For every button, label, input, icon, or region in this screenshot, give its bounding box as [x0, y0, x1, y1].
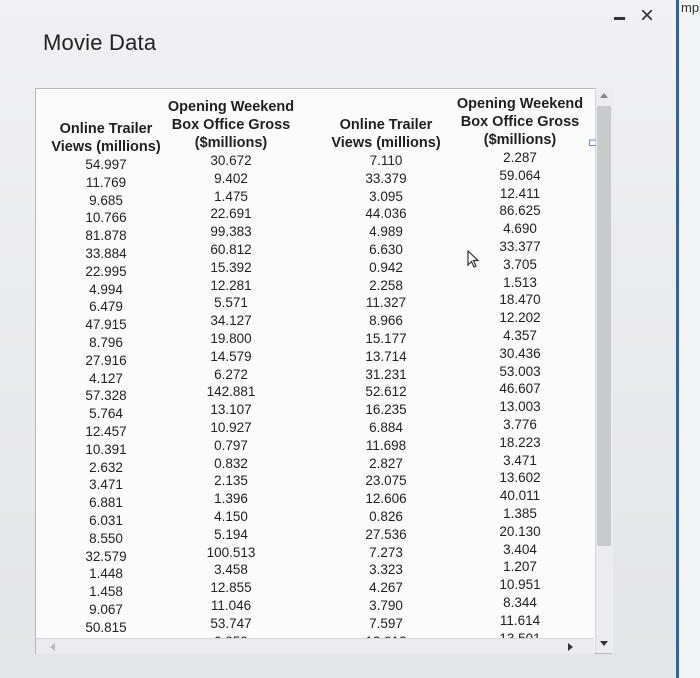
table-cell: 27.916 [85, 352, 127, 368]
table-cell: 1.513 [503, 274, 537, 290]
table-cell: 2.135 [214, 473, 248, 489]
table-cell: 2.258 [369, 277, 403, 293]
column-box-office-2 [451, 95, 589, 647]
table-cell: 1.396 [214, 491, 248, 507]
table-cell: 11.698 [365, 437, 407, 453]
table-cell: 16.235 [365, 402, 407, 418]
table-cell: 13.107 [210, 402, 252, 418]
table-cell: 53.003 [499, 363, 541, 379]
table-cell: 15.392 [210, 259, 252, 275]
table-cell: 8.550 [89, 530, 123, 546]
table-cell: 142.881 [206, 384, 256, 400]
table-cell: 47.915 [85, 317, 127, 333]
table-cell: 34.127 [210, 313, 252, 329]
table-cell: 3.323 [369, 562, 403, 578]
table-cell: 3.458 [214, 562, 248, 578]
table-cell: 6.630 [369, 241, 403, 257]
column-header-line: Online Trailer [339, 117, 433, 133]
table-cell: 86.625 [499, 203, 541, 219]
horizontal-scrollbar[interactable] [36, 638, 594, 654]
table-cell: 0.797 [214, 437, 248, 453]
window-title: Movie Data [43, 30, 157, 55]
vertical-scroll-thumb[interactable] [597, 106, 611, 546]
table-cell: 30.436 [499, 345, 541, 361]
table-cell: 11.046 [210, 597, 252, 613]
table-cell: 44.036 [365, 206, 407, 222]
table-cell: 7.110 [369, 153, 403, 168]
table-cell: 2.827 [369, 455, 403, 471]
table-cell: 5.764 [89, 406, 123, 422]
column-header-line: Online Trailer [59, 121, 153, 137]
table-cell: 54.997 [85, 157, 127, 172]
scroll-right-icon[interactable] [568, 643, 573, 651]
background-window-edge [676, 0, 700, 678]
column-header-line: Views (millions) [331, 135, 441, 151]
table-cell: 3.776 [503, 416, 537, 432]
table-cell: 4.267 [369, 580, 403, 596]
table-cell: 7.597 [369, 615, 403, 631]
table-cell: 5.571 [214, 295, 248, 311]
column-header-line: Opening Weekend [456, 96, 584, 112]
table-cell: 4.989 [369, 224, 403, 240]
table-cell: 6.272 [214, 366, 248, 382]
table-cell: 33.884 [85, 245, 127, 261]
table-cell: 18.470 [499, 292, 541, 308]
table-cell: 13.003 [499, 399, 541, 415]
table-cell: 6.479 [89, 299, 123, 315]
scroll-left-icon[interactable] [50, 643, 55, 651]
table-cell: 20.130 [499, 523, 541, 539]
table-cell: 19.800 [210, 330, 252, 346]
table-cell: 3.404 [503, 541, 537, 557]
table-cell: 6.881 [89, 495, 123, 511]
table-cell: 100.513 [206, 544, 256, 560]
table-cell: 1.475 [214, 188, 248, 204]
table-cell: 46.607 [499, 381, 541, 397]
table-cell: 53.747 [210, 615, 252, 631]
table-cell: 0.826 [369, 508, 403, 524]
table-cell: 13.602 [499, 470, 541, 486]
table-cell: 1.207 [503, 559, 537, 575]
table-cell: 52.612 [365, 384, 407, 400]
table-cell: 59.064 [499, 167, 541, 183]
table-cell: 11.614 [499, 612, 541, 628]
scroll-up-icon[interactable] [600, 93, 608, 98]
table-cell: 6.031 [89, 512, 123, 528]
table-cell: 3.705 [503, 256, 537, 272]
table-cell: 33.377 [499, 238, 541, 254]
table-cell: 40.011 [499, 488, 541, 504]
table-cell: 1.458 [89, 584, 123, 600]
table-cell: 8.966 [369, 313, 403, 329]
table-cell: 12.457 [85, 423, 127, 439]
vertical-scrollbar[interactable] [595, 88, 613, 653]
table-cell: 4.357 [503, 327, 537, 343]
table-cell: 0.942 [369, 259, 403, 275]
table-cell: 12.411 [499, 185, 541, 201]
table-cell: 11.769 [85, 174, 127, 190]
column-header-line: Box Office Gross [460, 114, 580, 130]
background-window-text: mp [681, 0, 700, 15]
table-cell: 4.690 [503, 221, 537, 237]
column-trailer-views-2 [326, 116, 446, 650]
table-cell: 30.672 [210, 153, 252, 168]
table-cell: 12.202 [499, 310, 541, 326]
table-cell: 99.383 [210, 224, 252, 240]
table-cell: 4.127 [89, 370, 123, 386]
mouse-pointer-icon [467, 250, 481, 270]
table-cell: 12.855 [210, 580, 252, 596]
table-cell: 10.766 [85, 210, 127, 226]
table-cell: 3.471 [89, 477, 123, 493]
table-cell: 4.994 [89, 281, 123, 297]
table-cell: 18.223 [499, 434, 541, 450]
scroll-down-icon[interactable] [600, 641, 608, 646]
table-cell: 32.579 [85, 548, 127, 564]
table-cell: 0.832 [214, 455, 248, 471]
table-cell: 81.878 [85, 228, 127, 244]
column-header-line: Box Office Gross [171, 117, 291, 133]
table-cell: 11.327 [365, 295, 407, 311]
table-cell: 9.067 [89, 601, 123, 617]
table-cell: 10.927 [210, 419, 252, 435]
table-cell: 22.995 [85, 263, 127, 279]
table-cell: 1.448 [89, 566, 123, 582]
table-cell: 31.231 [365, 366, 407, 382]
table-cell: 15.177 [365, 330, 407, 346]
close-button[interactable]: × [640, 2, 655, 29]
table-cell: 2.287 [503, 150, 537, 165]
table-cell: 10.951 [499, 577, 541, 593]
table-cell: 9.685 [89, 192, 123, 208]
table-cell: 5.194 [214, 526, 248, 542]
column-header-line: Opening Weekend [167, 99, 295, 115]
table-cell: 2.632 [89, 459, 123, 475]
table-cell: 8.344 [503, 594, 537, 610]
table-cell: 14.579 [210, 348, 252, 364]
table-cell: 10.391 [85, 441, 127, 457]
table-cell: 3.095 [369, 188, 403, 204]
table-cell: 60.812 [210, 241, 252, 257]
table-cell: 13.714 [365, 348, 407, 364]
column-trailer-views-1 [46, 120, 166, 654]
table-cell: 3.790 [369, 597, 403, 613]
table-cell: 22.691 [210, 206, 252, 222]
table-cell: 33.379 [365, 170, 407, 186]
minimize-button[interactable] [608, 12, 630, 24]
data-table [35, 88, 612, 654]
table-cell: 9.402 [214, 170, 248, 186]
table-cell: 6.884 [369, 419, 403, 435]
table-cell: 27.536 [365, 526, 407, 542]
table-cell: 3.471 [503, 452, 537, 468]
table-cell: 4.150 [214, 508, 248, 524]
table-cell: 12.606 [365, 491, 407, 507]
table-cell: 7.273 [369, 544, 403, 560]
copy-icon[interactable]: ⊏ [588, 137, 598, 149]
table-cell: 1.385 [503, 505, 537, 521]
table-cell: 57.328 [85, 388, 127, 404]
table-cell: 8.796 [89, 334, 123, 350]
column-header-line: Views (millions) [51, 139, 161, 155]
column-header-line: ($millions) [194, 135, 268, 151]
table-cell: 12.281 [210, 277, 252, 293]
column-box-office-1 [166, 98, 296, 650]
column-header-line: ($millions) [483, 132, 557, 148]
table-cell: 23.075 [365, 473, 407, 489]
table-cell: 50.815 [85, 619, 127, 635]
